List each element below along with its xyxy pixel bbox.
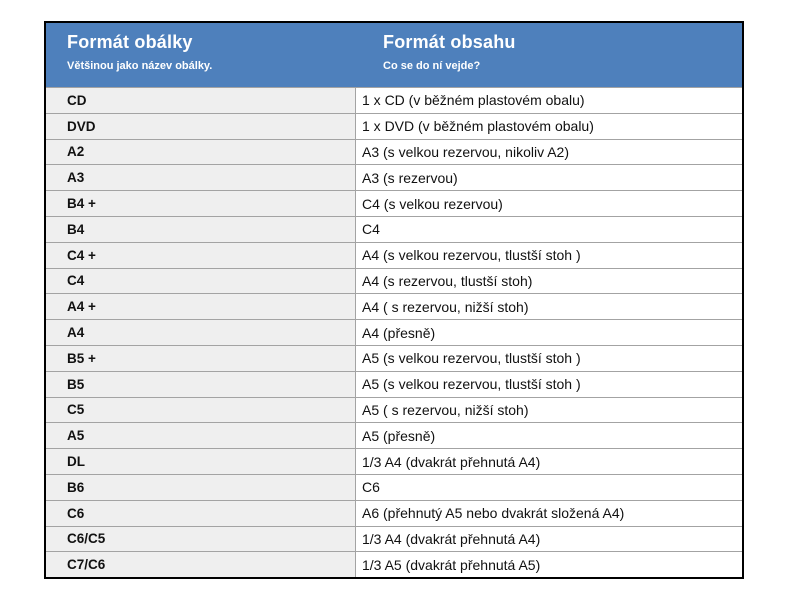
table-body (46, 87, 742, 577)
content-format-cell: A6 (přehnutý A5 nebo dvakrát složená A4) (356, 501, 742, 526)
content-format-cell: A5 (s velkou rezervou, tlustší stoh ) (356, 346, 742, 371)
content-format-cell: A4 (s velkou rezervou, tlustší stoh ) (356, 243, 742, 268)
table-row (46, 371, 742, 397)
table-row (46, 216, 742, 242)
content-format-cell: 1/3 A5 (dvakrát přehnutá A5) (356, 552, 742, 577)
content-format-cell: 1/3 A4 (dvakrát přehnutá A4) (356, 449, 742, 474)
table-row (46, 190, 742, 216)
envelope-format-cell: A5 (46, 423, 356, 448)
table-row (46, 87, 742, 113)
envelope-format-cell: A4 + (46, 294, 356, 319)
envelope-column-title: Formát obálky (67, 32, 193, 52)
table-row (46, 113, 742, 139)
content-format-cell: C4 (s velkou rezervou) (356, 191, 742, 216)
envelope-format-cell: C6 (46, 501, 356, 526)
envelope-format-cell: B5 + (46, 346, 356, 371)
envelope-format-cell: C4 + (46, 243, 356, 268)
table-row (46, 474, 742, 500)
table-row (46, 164, 742, 190)
envelope-format-table (44, 21, 744, 579)
content-format-cell: 1 x CD (v běžném plastovém obalu) (356, 88, 742, 113)
envelope-column-subtitle: Většinou jako název obálky. (67, 60, 213, 72)
header-content-column (356, 23, 742, 87)
table-row (46, 293, 742, 319)
table-row (46, 526, 742, 552)
content-format-cell: A5 (přesně) (356, 423, 742, 448)
envelope-format-cell: C7/C6 (46, 552, 356, 577)
envelope-format-cell: C5 (46, 398, 356, 423)
content-format-cell: C4 (356, 217, 742, 242)
content-format-cell: A4 ( s rezervou, nižší stoh) (356, 294, 742, 319)
content-format-cell: 1/3 A4 (dvakrát přehnutá A4) (356, 527, 742, 552)
table-row (46, 139, 742, 165)
table-row (46, 422, 742, 448)
content-format-cell: A5 (s velkou rezervou, tlustší stoh ) (356, 372, 742, 397)
envelope-format-cell: C6/C5 (46, 527, 356, 552)
envelope-format-cell: DVD (46, 114, 356, 139)
table-row (46, 551, 742, 577)
envelope-format-cell: B4 (46, 217, 356, 242)
table-row (46, 397, 742, 423)
envelope-format-cell: A4 (46, 320, 356, 345)
content-column-subtitle: Co se do ní vejde? (383, 60, 481, 72)
content-format-cell: 1 x DVD (v běžném plastovém obalu) (356, 114, 742, 139)
content-column-title: Formát obsahu (383, 32, 516, 52)
envelope-format-cell: C4 (46, 269, 356, 294)
envelope-format-cell: B5 (46, 372, 356, 397)
header-envelope-column (46, 23, 356, 87)
content-format-cell: C6 (356, 475, 742, 500)
content-format-cell: A3 (s rezervou) (356, 165, 742, 190)
content-format-cell: A3 (s velkou rezervou, nikoliv A2) (356, 140, 742, 165)
table-row (46, 242, 742, 268)
table-row (46, 500, 742, 526)
table-header (46, 23, 742, 87)
content-format-cell: A5 ( s rezervou, nižší stoh) (356, 398, 742, 423)
envelope-format-cell: DL (46, 449, 356, 474)
content-format-cell: A4 (přesně) (356, 320, 742, 345)
envelope-format-cell: B6 (46, 475, 356, 500)
envelope-format-cell: A3 (46, 165, 356, 190)
table-row (46, 319, 742, 345)
content-format-cell: A4 (s rezervou, tlustší stoh) (356, 269, 742, 294)
table-row (46, 345, 742, 371)
table-row (46, 268, 742, 294)
table-row (46, 448, 742, 474)
envelope-format-cell: B4 + (46, 191, 356, 216)
envelope-format-cell: CD (46, 88, 356, 113)
envelope-format-cell: A2 (46, 140, 356, 165)
